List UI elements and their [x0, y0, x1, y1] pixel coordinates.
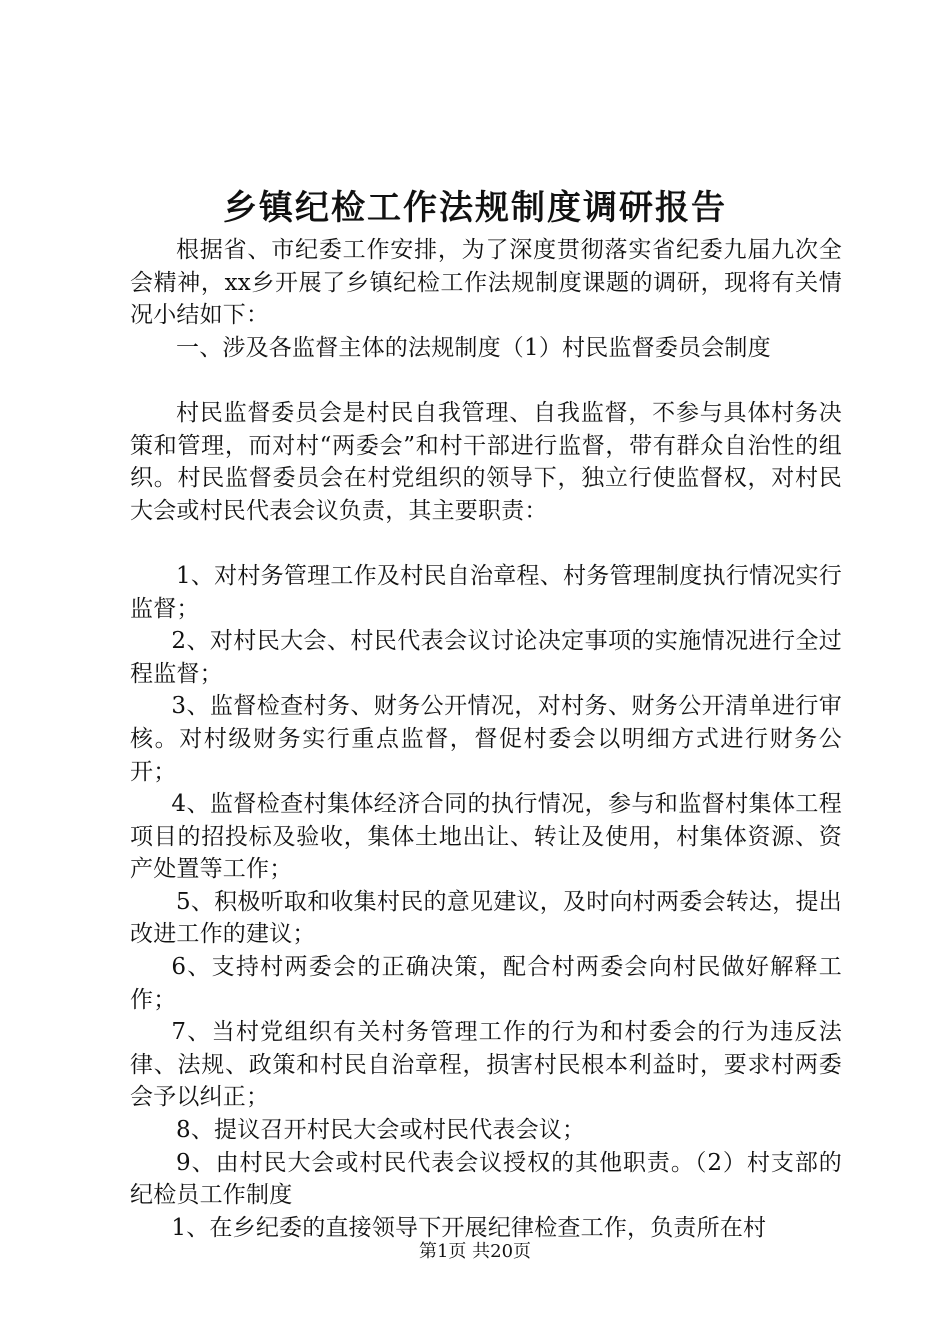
discipline-item-1: 1、在乡纪委的直接领导下开展纪律检查工作，负责所在村 [171, 1214, 767, 1241]
document-body [130, 234, 842, 1244]
blank-line [130, 527, 842, 560]
page-footer: 第1页 共20页 [418, 1241, 532, 1262]
duty-item-4: 4、监督检查村集体经济合同的执行情况，参与和监督村集体工程项目的招投标及验收，集体土地出让、转让及使用，村集体资源、资产处置等工作； [130, 791, 842, 883]
paragraph-intro: 根据省、市纪委工作安排，为了深度贯彻落实省纪委九届九次全会精神，xx乡开展了乡镇纪检工作法规制度课题的调研，现将有关情况小结如下： [130, 237, 842, 329]
section-heading: 一、涉及各监督主体的法规制度（1）村民监督委员会制度 [176, 334, 771, 361]
duty-item-3: 3、监督检查村务、财务公开情况，对村务、财务公开清单进行审核。对村级财务实行重点监督，督促村委会以明细方式进行财务公开； [130, 693, 842, 785]
blank-line [130, 364, 842, 397]
duty-item-6: 6、支持村两委会的正确决策，配合村两委会向村民做好解释工作； [130, 954, 842, 1013]
duty-item-5: 5、积极听取和收集村民的意见建议，及时向村两委会转达，提出改进工作的建议； [130, 888, 842, 948]
document-title: 乡镇纪检工作法规制度调研报告 [223, 188, 727, 228]
duty-item-1: 1、对村务管理工作及村民自治章程、村务管理制度执行情况实行监督； [130, 562, 842, 622]
duty-item-8: 8、提议召开村民大会或村民代表会议； [176, 1117, 586, 1144]
duty-item-2: 2、对村民大会、村民代表会议讨论决定事项的实施情况进行全过程监督； [130, 628, 842, 687]
duty-item-9: 9、由村民大会或村民代表会议授权的其他职责。（2）村支部的纪检员工作制度 [130, 1149, 842, 1209]
paragraph-committee: 村民监督委员会是村民自我管理、自我监督，不参与具体村务决策和管理，而对村“两委会”和村干部进行监督，带有群众自治性的组织。村民监督委员会在村党组织的领导下，独立行使监督权，对村民大会或村民代表会议负责，其主要职责： [130, 399, 842, 524]
duty-item-7: 7、当村党组织有关村务管理工作的行为和村委会的行为违反法律、法规、政策和村民自治章程，损害村民根本利益时，要求村两委会予以纠正； [130, 1019, 842, 1111]
